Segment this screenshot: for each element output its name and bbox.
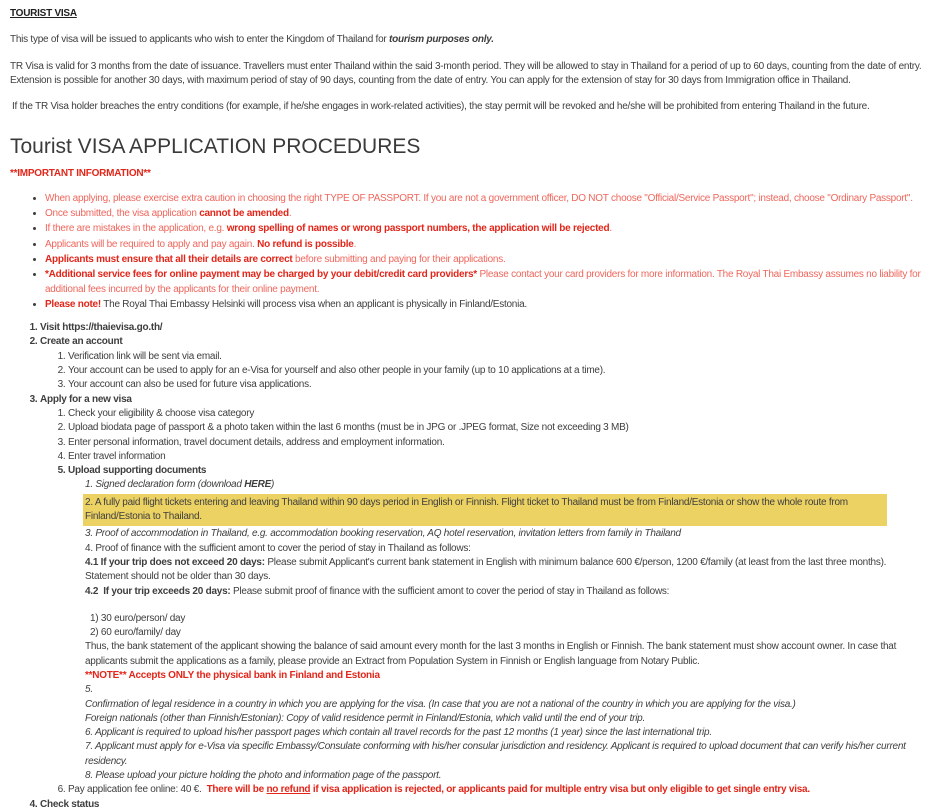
substep-title: Upload supporting documents — [68, 465, 207, 477]
important-item-service-fees — [45, 267, 932, 297]
item-text-strong: Applicants must ensure that all their details are correct — [45, 253, 293, 265]
breach-paragraph: If the TR Visa holder breaches the entry conditions (for example, if he/she engages in work-related activities), the stay permit will be revoked and he/she will be prohibited from entering Thailand in the future. — [12, 101, 870, 113]
finance-rule-over-20-days — [85, 585, 932, 599]
item-text: Please contact your card providers for more information. The Royal Thai Embassy assumes no liability for additional fees incurred by the applicants for their online payment. — [45, 269, 921, 295]
intro-text: This type of visa will be issued to applicants who wish to enter the Kingdom of Thailand for — [10, 34, 390, 46]
rate-per-family: 2) 60 euro/family/ day — [90, 627, 181, 639]
substep-upload-biodata — [68, 421, 932, 435]
item-text: . — [609, 223, 612, 235]
step-create-account — [40, 335, 932, 392]
substep-travel-info — [68, 450, 932, 464]
doc-legal-residence — [85, 683, 932, 726]
finance-rule-text: Please submit proof of finance with the sufficient amont to cover the period of stay in Thailand as follows: — [230, 585, 670, 597]
item-text-strong: No refund is possible — [257, 238, 354, 250]
substep-personal-info — [68, 436, 932, 450]
substep-pay-fee — [68, 783, 932, 797]
intro-paragraph — [10, 33, 932, 47]
step-title: Check status — [40, 798, 100, 810]
item-text-strong: *Additional service fees for online payment may be charged by your debit/credit card providers* — [45, 269, 477, 281]
validity-paragraph: TR Visa is valid for 3 months from the date of issuance. Travellers must enter Thailand within the said 3-month period. They will be allowed to stay in Thailand for a period of up to 60 days, counting from the date of entry. Extension is possible for another 30 days, with maximum period of stay of 90 days, counting from the date of entry. You can apply for the extension of stay for 30 days from Immigration office in Thailand. — [10, 60, 922, 86]
substep-text: Upload biodata page of passport & a photo taken within the last 6 months (must be in JPG or .JPEG format, Size not exceeding 3 MB) — [68, 422, 629, 434]
doc-passport-travel-records — [85, 726, 932, 740]
page-title: TOURIST VISA — [10, 8, 77, 19]
intro-emphasis: tourism purposes only. — [389, 34, 494, 46]
important-item-please-note — [45, 297, 932, 312]
substep-text: Verification link will be sent via email. — [68, 350, 222, 362]
item-text: . — [353, 238, 357, 250]
substep-text: Your account can also be used for future visa applications. — [68, 379, 312, 391]
doc-text: Proof of finance with the sufficient amont to cover the period of stay in Thailand as follows: — [95, 542, 471, 554]
step-visit-website — [40, 321, 932, 335]
doc-text: Confirmation of legal residence in a country in which you are applying for the visa. (In case that you are not a national of the country in which you are applying for the visa.) — [85, 698, 796, 710]
doc-text: Foreign nationals (other than Finnish/Estonian): Copy of valid residence permit in Finland/Estonia, which valid until the end of your trip. — [85, 712, 646, 724]
step-check-status — [40, 798, 932, 812]
rate-per-person: 1) 30 euro/person/ day — [90, 612, 186, 624]
item-text: before submitting and paying for their applications. — [292, 253, 506, 265]
pay-fee-warning: if visa application is rejected, or applicants paid for multiple entry visa but only eligible to get single entry visa. — [310, 784, 810, 796]
substep-text: Enter personal information, travel document details, address and employment information. — [68, 436, 445, 448]
item-text: . — [288, 208, 292, 220]
substep-future-applications — [68, 378, 932, 392]
substep-family-applications — [68, 364, 932, 378]
pay-fee-text: Pay application fee online: 40 €. — [68, 784, 207, 796]
doc-text: Applicant is required to upload his/her passport pages which contain all travel records for the past 12 months (1 year) since the last international trip. — [95, 727, 712, 739]
item-text: The Royal Thai Embassy Helsinki will process visa when an applicant is physically in Finland/Estonia. — [100, 298, 527, 310]
substep-verification-email — [68, 350, 932, 364]
supporting-documents-list — [68, 478, 932, 783]
doc-declaration-form — [85, 478, 932, 492]
doc-text: Applicant must apply for e-Visa via specific Embassy/Consulate conforming with his/her consular jurisdiction and residency. Applicant is required to upload document that can verify his/her current residency. — [85, 741, 906, 767]
item-text-strong: cannot be amended — [199, 208, 289, 220]
doc-text: Please upload your picture holding the photo and information page of the passport. — [95, 770, 442, 782]
bank-statement-note: Thus, the bank statement of the applicant showing the balance of said amount every month for the last 3 months in English or Finnish. The bank statement must show account owner. In case that applicants submit the applications as a family, please provide an Extract from Population System in Finnish or English language from Notary Public. — [85, 641, 897, 667]
download-here-link[interactable]: HERE — [244, 479, 271, 491]
doc-accommodation-proof — [85, 527, 932, 541]
item-text-strong: wrong spelling of names or wrong passport numbers, the application will be rejected — [226, 223, 610, 235]
substep-supporting-documents — [68, 464, 932, 783]
pay-fee-warning: There will be — [206, 784, 267, 796]
step-title: Apply for a new visa — [40, 393, 132, 405]
doc-text: Signed declaration form (download — [95, 479, 245, 491]
daily-rates — [85, 612, 932, 641]
important-list — [10, 191, 932, 312]
create-account-sublist — [40, 350, 932, 393]
doc-text: A fully paid flight tickets entering and leaving Thailand within 90 days period in English or Finnish. Flight ticket to Thailand must be from Finland/Estonia or show the whole route from Finland/Estonia to Thailand. — [85, 496, 848, 523]
pay-fee-no-refund: no refund — [266, 784, 311, 796]
important-information-heading: **IMPORTANT INFORMATION** — [10, 168, 151, 180]
doc-picture-with-passport — [85, 769, 932, 783]
finance-rule-title: 4.1 If your trip does not exceed 20 days: — [85, 556, 265, 568]
finance-rule-under-20-days — [85, 556, 932, 585]
doc-text: Proof of accommodation in Thailand, e.g. accommodation booking reservation, AQ hotel reservation, invitation letters from family in Thailand — [95, 528, 681, 540]
finance-rule-title: 4.2 If your trip exceeds 20 days: — [85, 585, 231, 597]
item-text: Applicants will be required to apply and pay again. — [45, 238, 258, 250]
item-text: If there are mistakes in the application, e.g. — [45, 223, 227, 235]
step-title: Create an account — [40, 336, 123, 348]
substep-eligibility — [68, 407, 932, 421]
item-text-strong: Please note! — [45, 298, 101, 310]
step-text: Visit — [40, 322, 63, 334]
doc-proof-of-finance — [85, 542, 932, 684]
doc-flight-tickets-highlighted — [83, 494, 887, 527]
section-heading: Tourist VISA APPLICATION PROCEDURES — [10, 135, 421, 159]
important-item-details-correct — [45, 252, 932, 267]
important-item-cannot-amend — [45, 206, 932, 221]
item-text: Once submitted, the visa application — [45, 208, 200, 220]
doc-consular-jurisdiction — [85, 740, 932, 769]
item-text: When applying, please exercise extra caution in choosing the right TYPE OF PASSPORT. If you are not a government officer, DO NOT choose "Official/Service Passport"; instead, choose "Ordinary Passport". — [45, 192, 913, 204]
finance-rule-text: Please submit Applicant's current bank statement in English with minimum balance 600 €/person, 1200 €/family (at least from the last three months). Statement should not be older than 30 days. — [85, 556, 887, 583]
substep-text: Check your eligibility & choose visa category — [68, 407, 255, 419]
apply-visa-sublist — [40, 407, 932, 798]
important-item-no-refund — [45, 237, 932, 252]
doc-text: ) — [271, 479, 275, 491]
substep-text: Enter travel information — [68, 450, 166, 462]
steps-list — [10, 321, 932, 812]
step-apply-new-visa — [40, 393, 932, 798]
important-item-mistakes-rejected — [45, 221, 932, 236]
important-item-passport-type — [45, 191, 932, 206]
substep-text: Your account can be used to apply for an e-Visa for yourself and also other people in your family (up to 10 applications at a time). — [68, 365, 606, 377]
physical-bank-note: **NOTE** Accepts ONLY the physical bank in Finland and Estonia — [85, 669, 380, 681]
thaievisa-link[interactable]: https://thaievisa.go.th/ — [62, 322, 163, 334]
finance-details — [85, 556, 932, 683]
